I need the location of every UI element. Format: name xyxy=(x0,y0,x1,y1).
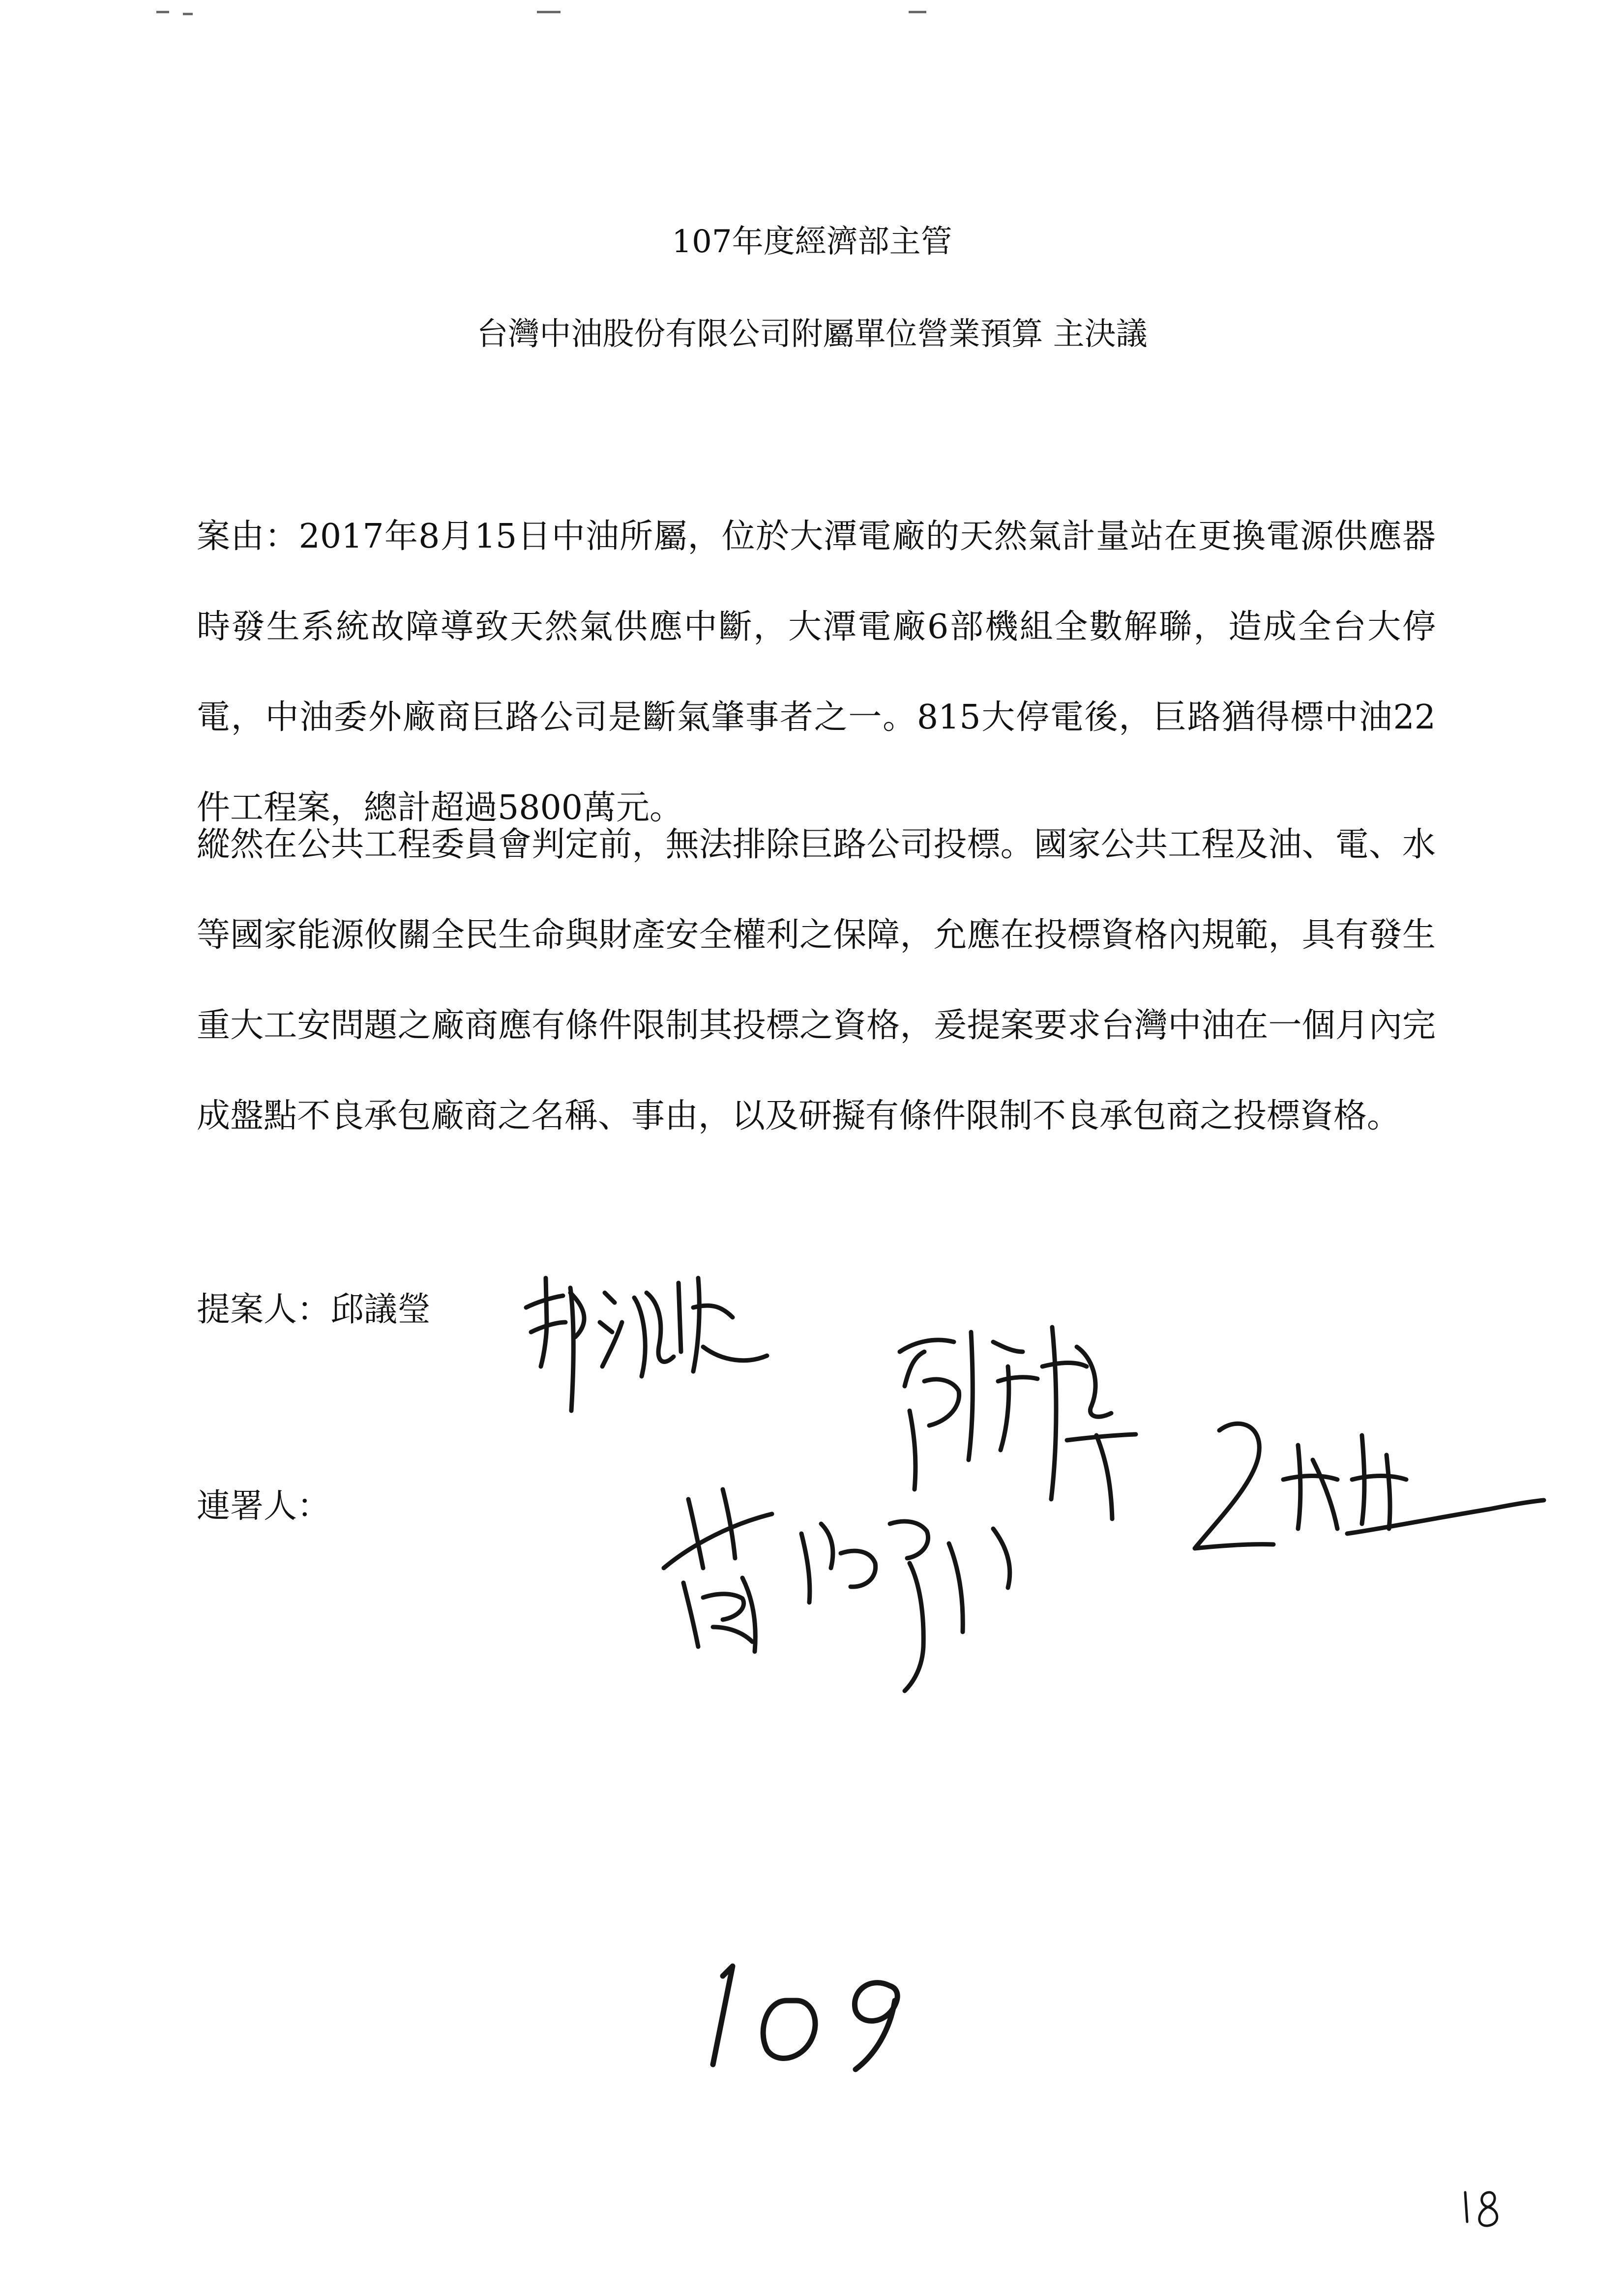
signature-cosigner-3 xyxy=(1175,1406,1549,1583)
resolution-paragraph-2: 縱然在公共工程委員會判定前，無法排除巨路公司投標。國家公共工程及油、電、水等國家能源攸關全民生命與財產安全權利之保障，允應在投標資格內規範，具有發生重大工安問題之廠商應有條件限制其投標之資格，爰提案要求台灣中油在一個月內完成盤點不良承包廠商之名稱、事由，以及研擬有條件限制不良承包商之投標資格。 xyxy=(197,825,1436,1135)
handwritten-corner-number xyxy=(1455,2182,1509,2232)
signature-cosigner-2 xyxy=(654,1470,1037,1701)
scan-mark xyxy=(156,11,169,13)
document-title-line-2: 台灣中油股份有限公司附屬單位營業預算 主決議 xyxy=(476,316,1148,352)
proposer-label: 提案人：邱議瑩 xyxy=(197,1290,431,1329)
scan-mark xyxy=(909,11,926,13)
scan-mark xyxy=(537,11,561,13)
signature-proposer xyxy=(516,1249,772,1425)
cosigners-label: 連署人： xyxy=(197,1487,331,1526)
document-title-line-1: 107年度經濟部主管 xyxy=(672,224,952,260)
resolution-paragraph-1: 案由：2017年8月15日中油所屬，位於大潭電廠的天然氣計量站在更換電源供應器時發生系統故障導致天然氣供應中斷，大潭電廠6部機組全數解聯，造成全台大停電，中油委外廠商巨路公司是斷氣肇事者之一。815大停電後，巨路猶得標中油22件工程案，總計超過5800萬元。 xyxy=(197,517,1436,827)
handwritten-page-number xyxy=(693,1947,929,2074)
scan-mark xyxy=(183,13,193,15)
